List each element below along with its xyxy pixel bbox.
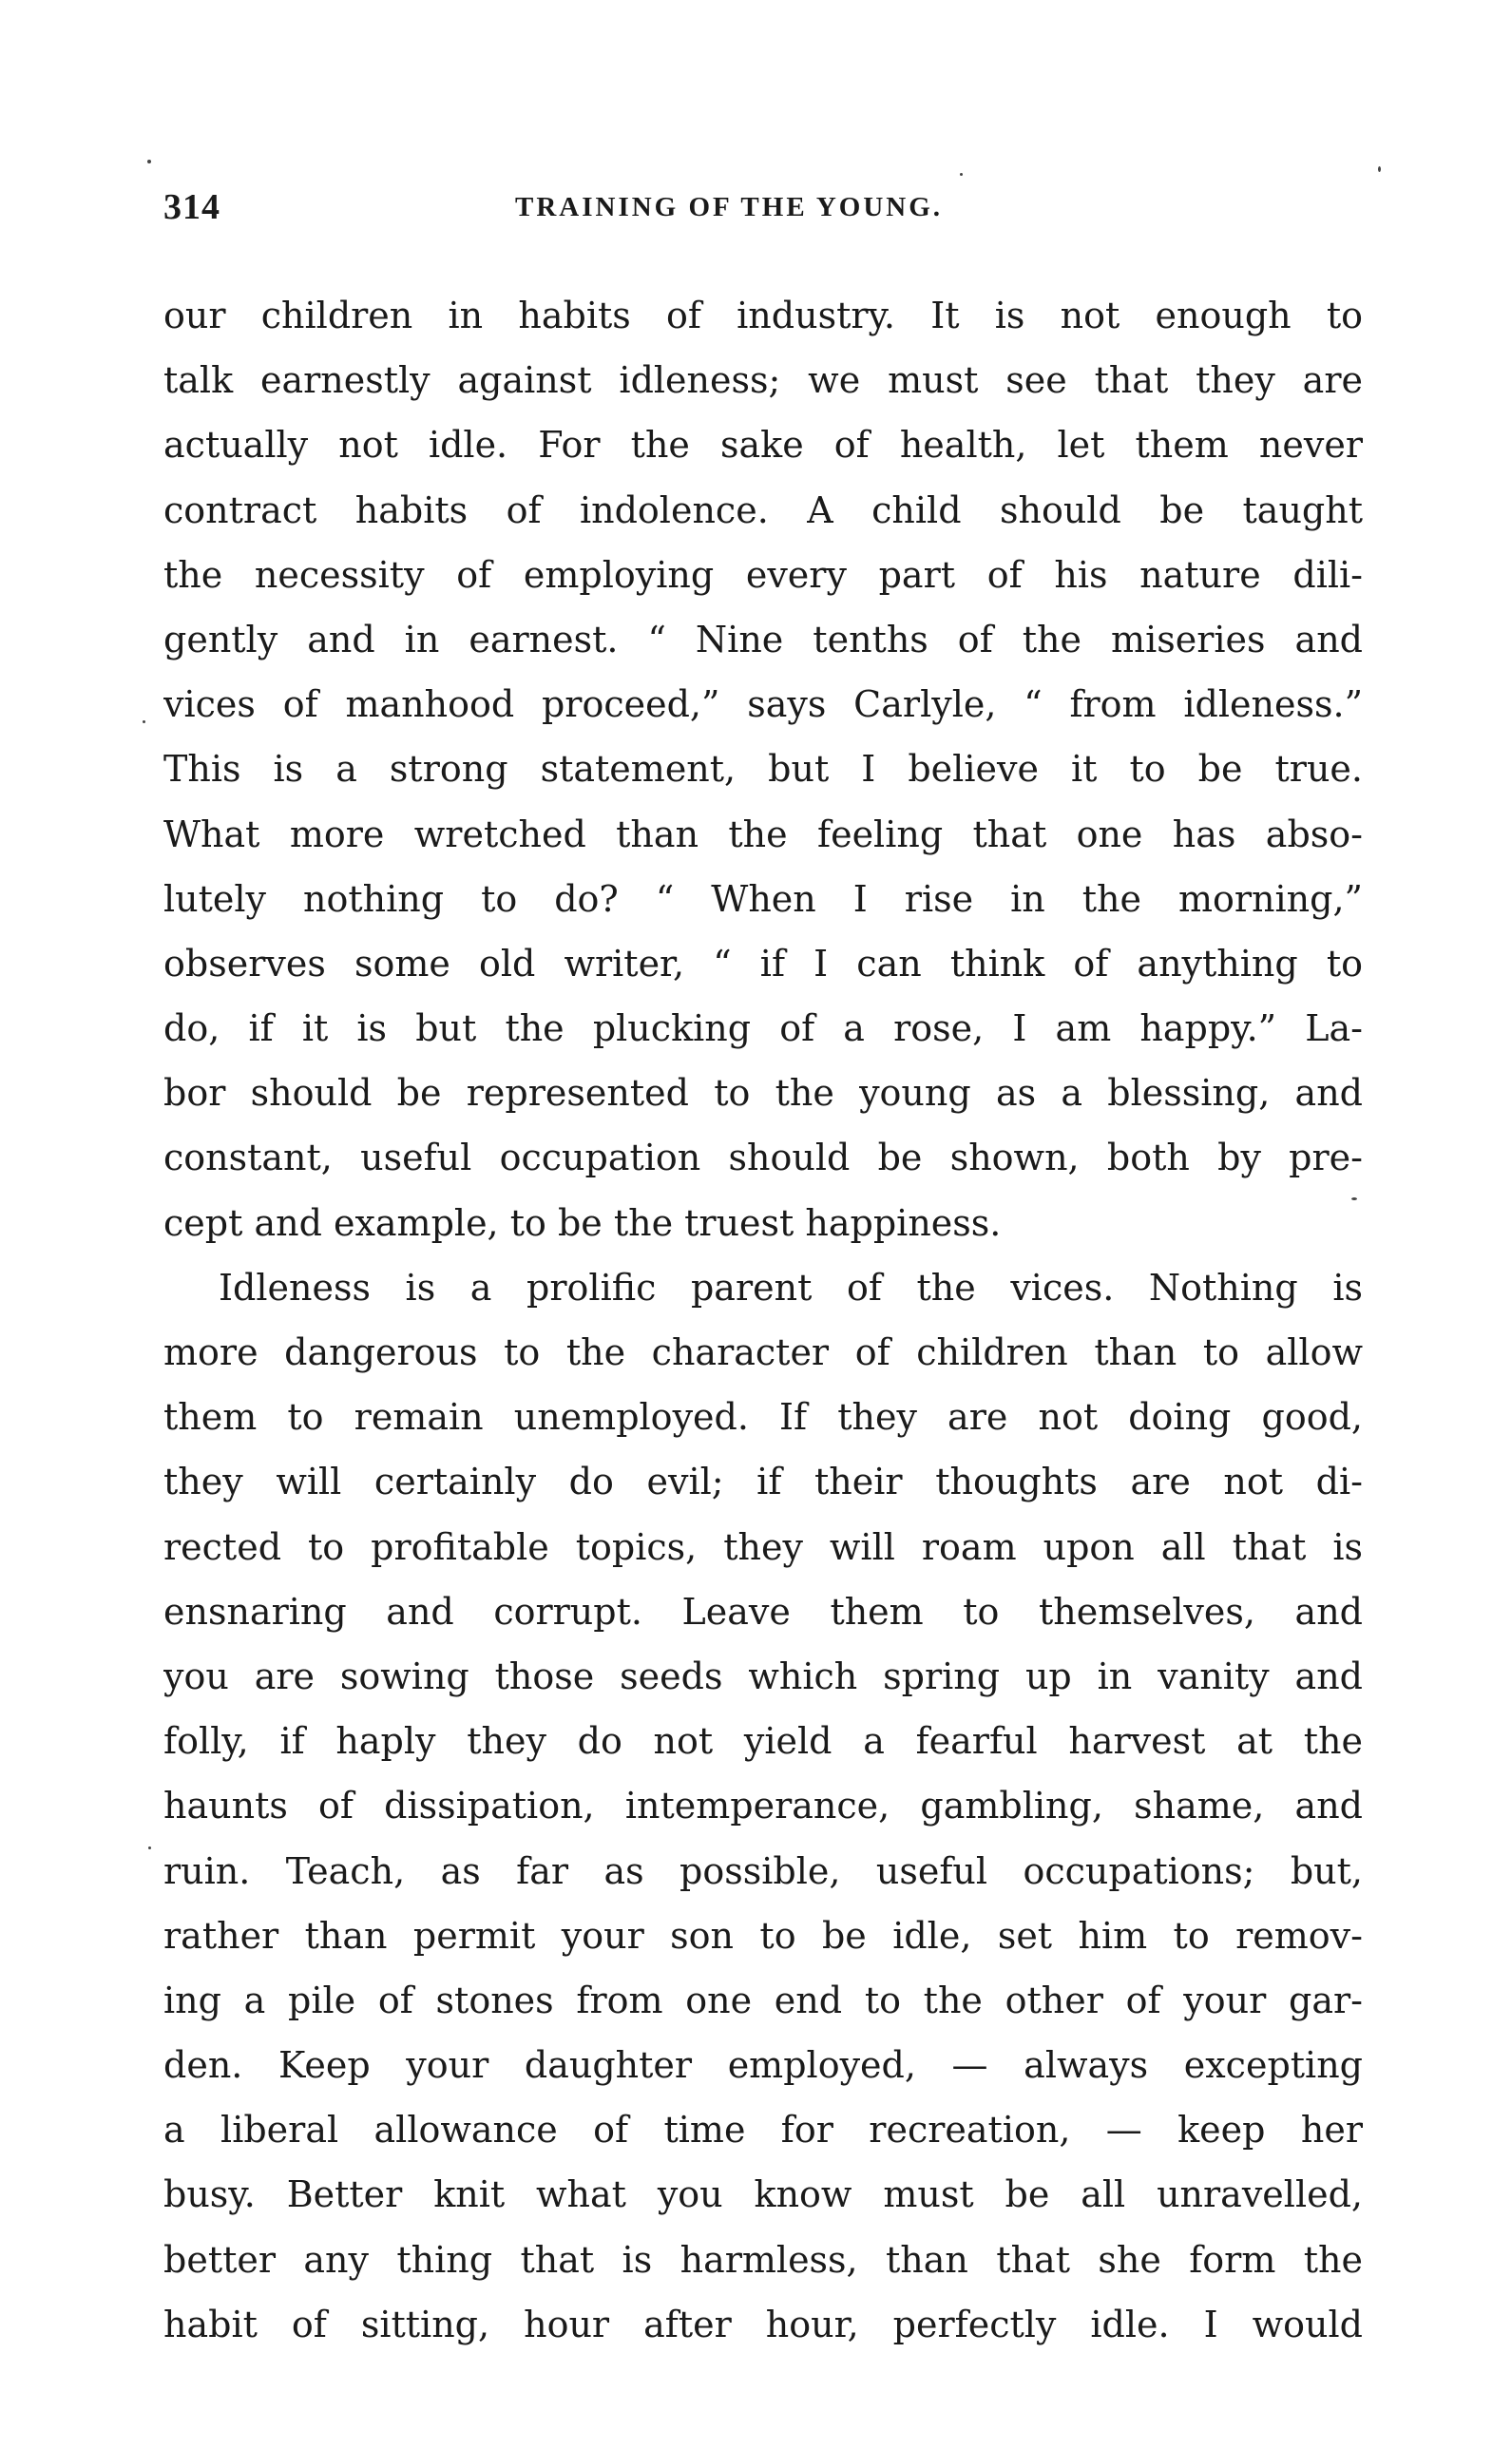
text-line: habit of sitting, hour after hour, perfectly idle. I would: [163, 2303, 1363, 2345]
text-line: our children in habits of industry. It is not enough to: [163, 295, 1363, 336]
text-line: folly, if haply they do not yield a fearful harvest at the: [163, 1720, 1363, 1763]
text-line: Idleness is a prolific parent of the vices. Nothing is: [219, 1266, 1363, 1309]
text-line: ruin. Teach, as far as possible, useful occupations; but,: [163, 1849, 1363, 1892]
page-header: [163, 186, 1361, 243]
text-line: better any thing that is harmless, than that she form the: [163, 2238, 1363, 2281]
running-head: TRAINING OF THE YOUNG.: [515, 192, 944, 222]
text-line: the necessity of employing every part of his nature dili-: [163, 553, 1363, 596]
paragraph: [163, 1255, 1363, 2357]
text-line: cept and example, to be the truest happiness.: [163, 1201, 1002, 1244]
print-speck: [960, 173, 963, 176]
body-text: [163, 283, 1363, 2357]
paragraph: [163, 283, 1363, 1255]
text-line: actually not idle. For the sake of health, let them never: [163, 424, 1363, 467]
text-line: ing a pile of stones from one end to the other of your gar-: [163, 1979, 1363, 2021]
text-line: observes some old writer, “ if I can think of anything to: [163, 942, 1363, 985]
text-line: haunts of dissipation, intemperance, gambling, shame, and: [163, 1785, 1363, 1827]
text-line: vices of manhood proceed,” says Carlyle, “ from idleness.”: [163, 683, 1363, 726]
text-line: This is a strong statement, but I believe it to be true.: [163, 748, 1363, 791]
text-line: lutely nothing to do? “ When I rise in the morning,”: [163, 877, 1363, 920]
print-speck: [143, 720, 145, 723]
text-line: rather than permit your son to be idle, set him to remov-: [163, 1914, 1363, 1957]
text-line: busy. Better knit what you know must be all unravelled,: [163, 2173, 1363, 2216]
print-speck: [1378, 166, 1381, 172]
text-line: bor should be represented to the young as a blessing, and: [163, 1072, 1363, 1115]
text-line: do, if it is but the plucking of a rose, I am happy.” La-: [163, 1007, 1363, 1050]
print-speck: [148, 1846, 151, 1849]
page-number: 314: [163, 187, 220, 227]
text-line: you are sowing those seeds which spring up in vanity and: [163, 1655, 1363, 1697]
text-line: What more wretched than the feeling that one has abso-: [163, 813, 1363, 855]
text-line: a liberal allowance of time for recreation, — keep her: [163, 2109, 1363, 2152]
text-line: rected to profitable topics, they will roam upon all that is: [163, 1525, 1363, 1568]
text-line: they will certainly do evil; if their thoughts are not di-: [163, 1461, 1363, 1503]
text-line: gently and in earnest. “ Nine tenths of the miseries and: [163, 618, 1363, 660]
print-speck: [147, 160, 151, 163]
text-line: more dangerous to the character of children than to allow: [163, 1331, 1363, 1373]
text-line: den. Keep your daughter employed, — always excepting: [163, 2044, 1363, 2087]
text-line: constant, useful occupation should be shown, both by pre-: [163, 1137, 1363, 1179]
text-line: talk earnestly against idleness; we must see that they are: [163, 359, 1363, 402]
text-line: them to remain unemployed. If they are not doing good,: [163, 1396, 1363, 1439]
text-line: ensnaring and corrupt. Leave them to themselves, and: [163, 1590, 1363, 1633]
text-line: contract habits of indolence. A child should be taught: [163, 488, 1363, 531]
